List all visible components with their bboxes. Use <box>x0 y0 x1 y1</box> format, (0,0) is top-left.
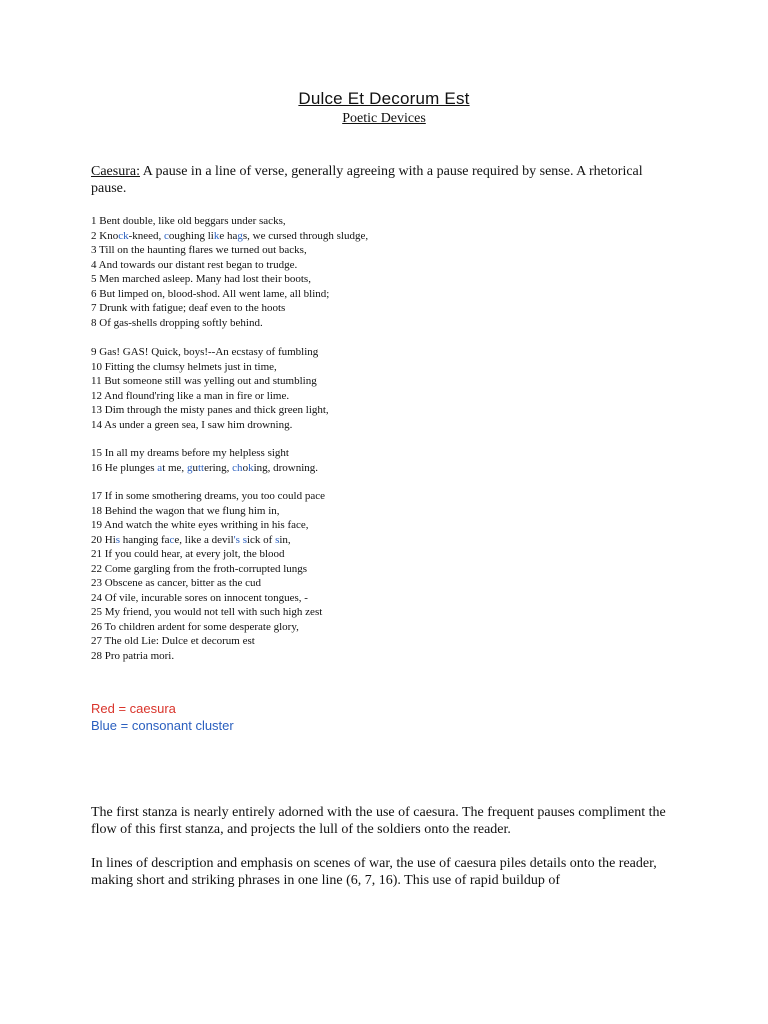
poem-text: 9 Gas! GAS! Quick, boys!--An ecstasy of fumbling <box>91 346 319 358</box>
poem-text: 22 Come gargling from the froth-corrupted lungs <box>91 562 308 575</box>
consonant-cluster-mark: ck <box>118 229 129 242</box>
poem-line <box>91 418 691 433</box>
poem-line <box>91 258 691 273</box>
poem-text: in, <box>279 533 291 546</box>
poem-text: 14 As under a green sea, I saw him drowning. <box>91 418 293 431</box>
poem-line <box>91 504 691 519</box>
poem-line <box>91 389 691 404</box>
poem-line <box>91 360 691 375</box>
consonant-cluster-mark: tt <box>197 461 205 474</box>
poem-text: ering, <box>204 461 233 474</box>
poem-line <box>91 620 691 635</box>
poem-line <box>91 229 691 244</box>
poem-line <box>91 403 691 418</box>
analysis-paragraph: In lines of description and emphasis on scenes of war, the use of caesura piles details onto the reader, making short and striking phrases in one line (6, 7, 16). This use of rapid buildup of <box>91 856 657 888</box>
stanza-2 <box>91 345 691 432</box>
poem-line <box>91 547 691 562</box>
poem-text: e ha <box>219 229 238 242</box>
consonant-cluster-mark: a <box>157 461 163 474</box>
poem-text: oughing li <box>168 229 214 242</box>
poem-line <box>91 605 691 620</box>
poem-text: 11 But someone still was yelling out and stumbling <box>91 375 317 387</box>
poem-line <box>91 301 691 316</box>
consonant-cluster-mark: s <box>275 533 280 546</box>
poem-line <box>91 649 691 664</box>
poem-text: s, we cursed through sludge, <box>242 229 369 242</box>
poem-text: -kneed, <box>128 229 165 242</box>
poem-line <box>91 461 691 476</box>
consonant-cluster-mark: s <box>242 533 247 546</box>
analysis-paragraph: The first stanza is nearly entirely adorned with the use of caesura. The frequent pauses compliment the flow of this first stanza, and projects the lull of the soldiers onto the reader. <box>91 805 666 837</box>
definition-text: A pause in a line of verse, generally agreeing with a pause required by sense. A rhetorical pause. <box>91 164 643 196</box>
poem-line <box>91 562 691 577</box>
poem-text: t me, <box>162 461 187 474</box>
poem-line <box>91 489 691 504</box>
consonant-cluster-mark: ch <box>232 461 243 474</box>
poem-text: hanging fa <box>120 533 170 546</box>
definition-term: Caesura: <box>91 164 140 179</box>
poem-text: 19 And watch the white eyes writhing in his face, <box>91 519 309 531</box>
poem-text: 18 Behind the wagon that we flung him in, <box>91 504 280 517</box>
stanza-1 <box>91 214 691 330</box>
poem-text: 1 Bent double, like old beggars under sacks, <box>91 215 286 227</box>
poem-line <box>91 591 691 606</box>
poem-text: 8 Of gas-shells dropping softly behind. <box>91 316 263 329</box>
poem-line <box>91 533 691 548</box>
page-subtitle: Poetic Devices <box>342 111 426 126</box>
consonant-cluster-mark: k <box>213 229 220 242</box>
consonant-cluster-mark: s <box>115 533 121 546</box>
poem-text: 23 Obscene as cancer, bitter as the cud <box>91 577 261 589</box>
poem-text: 15 In all my dreams before my helpless sight <box>91 447 289 459</box>
poem-text: 28 Pro patria mori. <box>91 649 175 662</box>
poem-text: 17 If in some smothering dreams, you too could pace <box>91 490 326 502</box>
legend-consonant-cluster: Blue = consonant cluster <box>91 718 234 733</box>
consonant-cluster-mark: g <box>237 229 243 242</box>
poem-line <box>91 576 691 591</box>
poem-text: 10 Fitting the clumsy helmets just in time, <box>91 360 277 373</box>
poem-text: ing, drowning. <box>253 461 319 474</box>
poem-text: 27 The old Lie: Dulce et decorum est <box>91 635 255 647</box>
poem-text: 20 Hi <box>91 533 116 546</box>
consonant-cluster-mark: k <box>248 461 254 474</box>
poem-text: 12 And flound'ring like a man in fire or lime. <box>91 389 290 402</box>
poem-text: ick of <box>246 533 276 546</box>
poem-text: 3 Till on the haunting flares we turned out backs, <box>91 244 307 256</box>
poem-text: 4 And towards our distant rest began to trudge. <box>91 258 298 271</box>
poem-line <box>91 214 691 229</box>
poem-line <box>91 518 691 533</box>
consonant-cluster-mark: c <box>164 229 169 242</box>
page-title: Dulce Et Decorum Est <box>298 89 470 108</box>
poem-line <box>91 287 691 302</box>
poem-text: e, like a devil <box>174 533 234 546</box>
poem-text: 2 Kno <box>91 229 119 242</box>
poem-text: u <box>192 461 198 474</box>
poem-text: 16 He plunges <box>91 461 158 474</box>
consonant-cluster-mark: g <box>186 461 193 474</box>
poem-line <box>91 345 691 360</box>
poem-line <box>91 634 691 649</box>
poem-line <box>91 374 691 389</box>
poem-text: 5 Men marched asleep. Many had lost their boots, <box>91 273 311 285</box>
caesura-definition <box>91 163 651 197</box>
poem-text: 21 If you could hear, at every jolt, the blood <box>91 548 285 560</box>
stanza-3 <box>91 446 691 475</box>
poem-line <box>91 272 691 287</box>
poem-text: 13 Dim through the misty panes and thick green light, <box>91 404 329 416</box>
poem-text: 24 Of vile, incurable sores on innocent tongues, - <box>91 591 308 604</box>
legend-caesura: Red = caesura <box>91 701 176 716</box>
poem-line <box>91 316 691 331</box>
poem-text: 25 My friend, you would not tell with such high zest <box>91 606 323 618</box>
consonant-cluster-mark: 's <box>233 533 240 546</box>
poem-text: 6 But limped on, blood-shod. All went lame, all blind; <box>91 287 330 300</box>
poem-line <box>91 446 691 461</box>
poem-text: o <box>242 461 249 474</box>
stanza-4 <box>91 489 691 663</box>
poem-text: 26 To children ardent for some desperate glory, <box>91 620 299 633</box>
poem-line <box>91 243 691 258</box>
poem-text: 7 Drunk with fatigue; deaf even to the hoots <box>91 302 286 314</box>
consonant-cluster-mark: c <box>169 533 175 546</box>
